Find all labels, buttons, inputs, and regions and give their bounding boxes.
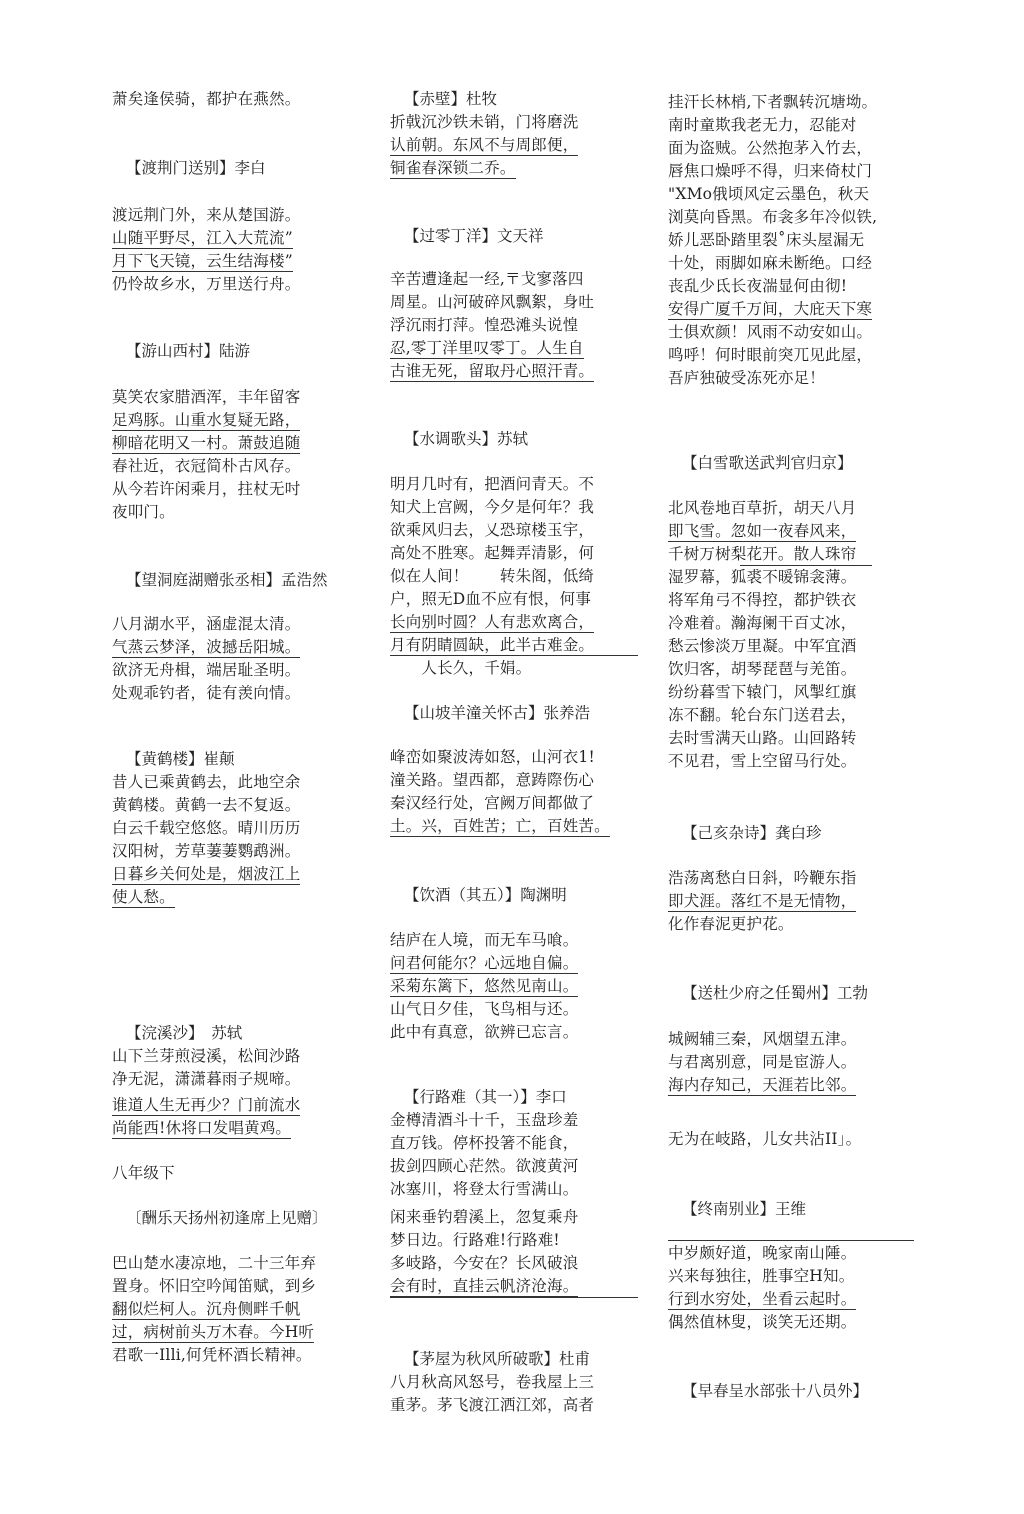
text-line: 峰峦如聚波涛如怒，山河衣1! [390,748,595,766]
poem-yinjiu-body [390,929,640,1044]
poem-shanpoyang-body [390,746,640,838]
text-line: 湿罗幕，狐裘不暖锦衾薄。 [668,568,857,586]
text-line: 长向别吋圆？人有悲欢离合， [390,613,595,631]
poem-chibi [390,88,640,180]
text-line: 户，照无D血不应有恨，何事 [390,590,592,608]
poem-shanpoyang [390,702,640,725]
poem-songdushaofu-end [668,1128,918,1151]
poem-title: 【过零丁洋】文天祥 [404,227,544,245]
text-line: 八月秋高风怒号，卷我屋上三 [390,1373,595,1391]
section-heading: 八年级下 [112,1164,175,1182]
text-line: 中岁颇好道，晚家南山陲。 [668,1244,857,1262]
poem-shuidiaogetou-body [390,473,640,680]
text-line: 渡远荆门外，来从楚国游。 [112,206,301,224]
poem-huanxisha [112,1022,342,1091]
text-line: 八月湖水平，涵虚混太清。 [112,615,301,633]
text-line: 翻似烂柯人。沉舟侧畔千帆 [112,1300,301,1318]
poem-xinglunan [390,1086,640,1201]
poem-dujingmen [112,157,342,180]
text-line: 丧乱少氐长夜湍显何由彻! [668,277,848,295]
text-line: 金樽清酒斗十千，玉盘珍羞 [390,1111,579,1129]
text-line: 冷难着。瀚海阑干百丈冰， [668,614,857,632]
text-line: 行到水穷处，坐看云起时。 [668,1290,857,1308]
text-line: 过，病树前头万木春。今H听 [112,1323,315,1341]
text-line: 巴山楚水凄凉地，二十三年弃 [112,1254,317,1272]
text-line: 汉阳树，芳草萋萋鹦鹉洲。 [112,842,301,860]
text-line: 似在人间！ 转朱阁，低绮 [390,567,595,585]
poem-youshanxicun [112,340,342,363]
poem-title: 【山坡羊潼关怀古】张养浩 [404,704,591,722]
text-line: 潼关路。望西都，意踌際伤心 [390,771,595,789]
text-line: 梦日边。行路难!行路难! [390,1231,560,1249]
text-line: 千树万树梨花开。散人珠帘 [668,545,857,563]
text-line: 净无泥，潇潇暮雨子规啼。 [112,1070,301,1088]
poem-title: 【黄鹤楼】崔颠 [126,750,235,768]
poem-title: 【赤壁】杜牧 [404,90,498,108]
text-line: 不见君，雪上空留马行处。 [668,752,857,770]
poem-guolingdingyang-body [390,268,640,383]
text-line: 山气日夕佳，飞鸟相与还。 [390,1000,579,1018]
text-line: 秦汉经行处，宫阙万间都做了 [390,794,595,812]
text-line: 会有时，直挂云帆济沧海。 [390,1277,579,1295]
text-line: 忍,零丁洋里叹零丁。人生自 [390,339,584,357]
poem-title: 【浣溪沙】 苏轼 [126,1024,243,1042]
poem-fragment [112,88,342,111]
poem-yinjiu [390,884,640,907]
poem-baixuege [668,452,918,475]
text-line: 化作春泥更护花。 [668,915,794,933]
text-line: 十处，雨脚如麻未断绝。口经 [668,254,873,272]
text-line: 高处不胜寒。起舞弄清影，何 [390,544,595,562]
text-line: 将军角弓不得控，都护铁衣 [668,591,857,609]
text-line: 士俱欢颜！风雨不动安如山。 [668,323,873,341]
poem-huanxisha-body [112,1094,342,1140]
text-line: 人长久，千娟。 [390,659,532,677]
text-line: 海内存知己，天涯若比邻。 [668,1076,857,1094]
text-line: 兴来每独往，胜事空H知。 [668,1267,855,1285]
text-line: 春社近，衣冠简朴古风存。 [112,457,301,475]
poem-youshanxicun-body [112,386,342,524]
text-line: 此中有真意，欲辨已忘言。 [390,1023,579,1041]
text-line: 足鸡豚。山重水复疑无路， [112,411,301,429]
poem-maowu-cont [668,91,918,390]
text-line: 安得广厦千万间，大庇天下寒 [668,300,873,318]
text-line: 山下兰芽煎浸溪，松间沙路 [112,1047,301,1065]
poem-songdushaofu-body [668,1028,918,1097]
text-line: 即犬涯。落红不是无情物， [668,892,857,910]
text-line: 欲济无舟楫，端居耻圣明。 [112,661,301,679]
poem-title: 【早春呈水部张十八员外】 [682,1382,869,1400]
poem-title: 【送杜少府之任蜀州】工勃 [682,984,869,1002]
text-line: 君歌一Illi,何凭杯酒长精神。 [112,1346,312,1364]
text-line: 谁道人生无再少？门前流水 [112,1096,301,1114]
text-line: 问君何能尔？心远地自偏。 [390,954,579,972]
text-line: 辛苦遭逢起一经,〒戈寥落四 [390,270,584,288]
text-line: 面为盗贼。公然抱茅入竹去， [668,139,873,157]
poem-maowu [390,1348,640,1417]
text-line: 柳暗花明又一村。萧鼓追随 [112,434,301,452]
poem-baixuege-body [668,497,918,773]
poem-jihaizashi [668,822,918,845]
poem-huanghelou [112,748,342,909]
text-line: 南时童欺我老无力，忍能对 [668,116,857,134]
text-line: 多岐路，今安在？长风破浪 [390,1254,579,1272]
poem-jihaizashi-body [668,867,918,936]
text-line: 结庐在人境，而无车马喰。 [390,931,579,949]
poem-dongtinghu [112,569,342,592]
text-line: 认前朝。东风不与周郎便， [390,136,579,154]
text-line: 铜雀春深锁二乔。 [390,159,516,177]
poem-xinglunan-cont [390,1206,640,1298]
poem-dujingmen-body [112,204,342,296]
poem-dongtinghu-body [112,613,342,705]
text-line: 北风卷地百草折，胡天八月 [668,499,857,517]
poem-title: 【望洞庭湖赠张丞相】孟浩然 [126,571,328,589]
text-line: "XMo俄顷风定云墨色，秋天 [668,185,870,203]
text-line: 月有阴睛圆缺，此半古难金。 [390,636,595,654]
poem-zaochun [668,1380,918,1403]
poem-title: 【茅屋为秋风所破歌】杜甫 [404,1350,591,1368]
poem-title: 【白雪歌送武判官归京】 [682,454,853,472]
text-line: 饮归客，胡琴琵琶与羌笛。 [668,660,857,678]
text-line: 昔人已乘黄鹤去，此地空余 [112,773,301,791]
text-line: 从今若许闲乘月，拄杖无吋 [112,480,301,498]
text-line: 欲乘风归去，乂恐琼楼玉宇， [390,521,595,539]
poem-title: 【终南别业】王维 [682,1200,807,1218]
text-line: 闲来垂钓碧溪上，忽复乘舟 [390,1208,579,1226]
text-line: 置身。怀旧空吟闻笛赋，到乡 [112,1277,317,1295]
poem-shuidiaogetou [390,428,640,451]
text-line: 浮沉雨打萍。惶恐滩头说惶 [390,316,579,334]
text-line: 吾庐独破受冻死亦足！ [668,369,826,387]
text-line: 折戟沉沙铁未销，门将磨洗 [390,113,579,131]
underline-rule [390,1297,638,1298]
text-line: 冰塞川，将登太行雪满山。 [390,1180,579,1198]
text-line: 即飞雪。忽如一夜春风来， [668,522,857,540]
poem-chouletian-body [112,1252,342,1367]
underline-rule [668,1240,914,1241]
poem-zhongnanbieye [668,1198,918,1221]
text-line: 挂汗长林梢,下者飘转沉塘坳。 [668,93,878,111]
poem-title: 【己亥杂诗】龚白珍 [682,824,822,842]
poem-title: 【水调歌头】苏轼 [404,430,529,448]
text-line: 明月几吋有，把酒问青天。不 [390,475,595,493]
text-line: 鸣呼！何时眼前突兀见此屋， [668,346,873,364]
text-line: 仍怜故乡水，万里送行舟。 [112,275,301,293]
poem-title: 【游山西村】陆游 [126,342,251,360]
text-line: 与君离别意，同是宦游人。 [668,1053,857,1071]
text-line: 古谁无死，留取丹心照汗青。 [390,362,595,380]
text-line: 拔剑四顾心茫然。欲渡黄河 [390,1157,579,1175]
text-line: 土。兴，百姓苦；亡，百姓苦。 [390,817,610,835]
text-line: 萧矣逢侯骑，都护在燕然。 [112,90,301,108]
text-line: 愁云惨淡万里凝。中军宜酒 [668,637,857,655]
text-line: 浏莫向昏黑。布衾多年冷似铁, [668,208,878,226]
text-line: 直万钱。停杯投箸不能食， [390,1134,579,1152]
underline-rule [390,655,638,656]
text-line: 使人愁。 [112,888,175,906]
text-line: 夜叩门。 [112,503,175,521]
grade-heading [112,1162,342,1185]
text-line: 月下飞天镜，云生结海楼” [112,252,293,270]
text-line: 气蒸云梦泽，波撼岳阳城。 [112,638,301,656]
text-line: 无为在岐路，儿女共沾II」。 [668,1130,862,1148]
poem-zhongnanbieye-body [668,1242,918,1334]
poem-guolingdingyang [390,225,640,248]
text-line: 处观乖钓者，徒有羡向情。 [112,684,301,702]
text-line: 白云千载空悠悠。晴川历历 [112,819,301,837]
underline-rule [740,565,872,566]
poem-title: 〔酬乐天扬州初逢席上见赠〕 [126,1209,328,1227]
text-line: 尚能西!休将口发唱黄鸡。 [112,1119,292,1137]
text-line: 采菊东篱下，悠然见南山。 [390,977,579,995]
text-line: 娇儿恶卧踏里裂˚床头屋漏无 [668,231,865,249]
text-line: 周星。山河破碎风飘絮，身吐 [390,293,595,311]
text-line: 日暮乡关何处是，烟波江上 [112,865,301,883]
text-line: 城阙辅三秦，风烟望五津。 [668,1030,857,1048]
text-line: 知犬上宫阙，今夕是何年？我 [390,498,595,516]
text-line: 黄鹤楼。黄鹤一去不复返。 [112,796,301,814]
poem-title: 【渡荆门送别】李白 [126,159,266,177]
text-line: 唇焦口燥呼不得，归来倚杖门 [668,162,873,180]
text-line: 山随平野尽，江入大荒流” [112,229,293,247]
text-line: 偶然值林叟，谈笑无还期。 [668,1313,857,1331]
text-line: 去时雪满天山路。山回路转 [668,729,857,747]
text-line: 重茅。茅飞渡江洒江郊，高者 [390,1396,595,1414]
poem-songdushaofu [668,982,918,1005]
poem-chouletian [112,1207,342,1230]
text-line: 冻不翻。轮台东门送君去， [668,706,857,724]
text-line: 纷纷暮雪下辕门，风掣红旗 [668,683,857,701]
text-line: 莫笑农家腊酒浑，丰年留客 [112,388,301,406]
text-line: 浩荡离愁白日斜，吟鞭东指 [668,869,857,887]
poem-title: 【饮酒（其五）】陶渊明 [404,886,567,904]
poem-title: 【行路难（其一）】李口 [404,1088,567,1106]
